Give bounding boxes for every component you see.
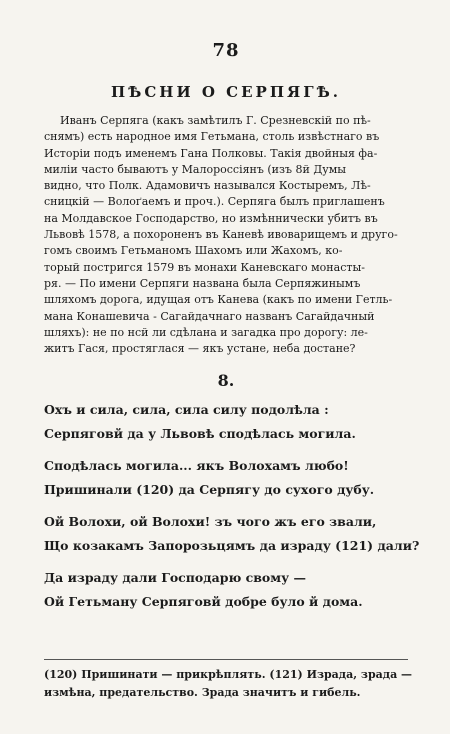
- prose-line: Исторіи подъ именемъ Гана Полковы. Такія двойныя фа-: [44, 146, 378, 160]
- prose-line: мана Конашевича - Сагайдачнаго названъ Сагайдачный: [44, 309, 375, 323]
- verse-line: Серпяговй да у Львовѣ сподѣлась могила.: [44, 426, 356, 442]
- song-number: 8.: [217, 371, 235, 391]
- prose-line: житъ Гася, простяглася — якъ устане, неба достане?: [44, 342, 356, 356]
- stanza: [44, 398, 408, 446]
- stanza: [44, 566, 408, 614]
- verse-line: Ой Гетьману Серпяговй добре було й дома.: [44, 594, 363, 610]
- prose-line: видно, что Полк. Адамовичъ назывался Костыремъ, Лѣ-: [44, 179, 371, 193]
- chapter-heading: ПѢСНИ О СЕРПЯГѢ.: [111, 83, 341, 101]
- verse-line: Що козакамъ Запорозьцямъ да израду (121) дали?: [44, 538, 420, 554]
- prose-line: снямъ) есть народное имя Гетьмана, столь извѣстнаго въ: [44, 130, 380, 144]
- prose-line: шляхъ): не по нсй ли сдѣлана и загадка про дорогу: ле-: [44, 325, 368, 339]
- verse-line: Ой Волохи, ой Волохи! зъ чого жъ его звали,: [44, 514, 377, 530]
- verse-line: Да израду дали Господарю свому —: [44, 570, 306, 586]
- prose-line: сницкій — Волоґаемъ и проч.). Серпяга былъ приглашенъ: [44, 195, 385, 209]
- prose-line: ря. — По имени Серпяги названа была Серпяжинымъ: [44, 276, 361, 290]
- prose-line: Львовѣ 1578, а похороненъ въ Каневѣ ивоварищемъ и друго-: [44, 228, 398, 242]
- stanza: [44, 510, 420, 558]
- footnote-divider: [44, 659, 408, 660]
- prose-line: гомъ своимъ Гетьманомъ Шахомъ или Жахомъ, ко-: [44, 244, 343, 258]
- stanza: [44, 454, 408, 502]
- prose-line: Иванъ Серпяга (какъ замѣтилъ Г. Срезневскій по пѣ-: [60, 114, 371, 127]
- verse-line: Охъ и сила, сила, сила силу подолѣла :: [44, 402, 329, 418]
- prose-line: миліи часто бываютъ у Малороссіянъ (изъ 8й Думы: [44, 162, 347, 176]
- verse-line: Сподѣлась могила... якъ Волохамъ любо!: [44, 458, 349, 474]
- footnote-line: (120) Пришинати — прикрѣплять. (121) Израда, зрада —: [44, 668, 413, 681]
- intro-prose: [44, 113, 408, 357]
- prose-line: на Молдавское Господарство, но измѣннически убитъ въ: [44, 211, 378, 225]
- prose-line: шляхомъ дорога, идущая отъ Канева (какъ по имени Гетль-: [44, 293, 393, 307]
- song-text: [44, 398, 420, 614]
- prose-line: торый постригся 1579 въ монахи Каневскаго монасты-: [44, 260, 365, 274]
- verse-line: Пришинали (120) да Серпягу до сухого дубу.: [44, 482, 375, 498]
- footnote-line: измѣна, предательство. Зрада значитъ и гибель.: [44, 686, 361, 699]
- footnotes: [44, 666, 412, 702]
- page-number: 78: [212, 40, 240, 61]
